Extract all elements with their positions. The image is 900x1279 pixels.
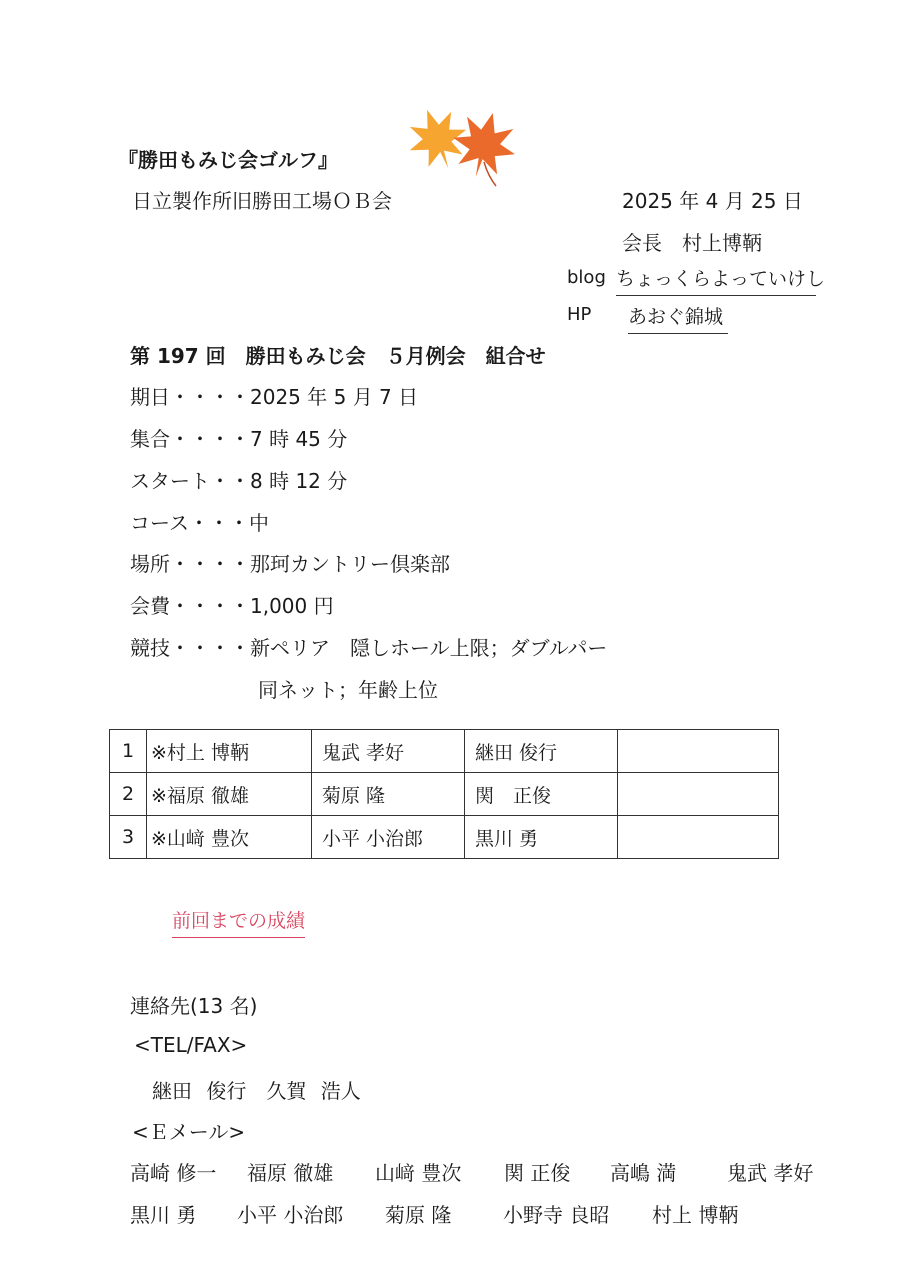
event-competition-cont: 同ネット；年齢上位 [258, 678, 438, 702]
event-fee: 会費・・・・1,000 円 [130, 594, 334, 618]
email-name: 鬼武 孝好 [727, 1161, 814, 1185]
email-name: 村上 博鞆 [652, 1203, 739, 1227]
table-row [110, 730, 779, 773]
event-heading: 第 197 回 勝田もみじ会 ５月例会 組合せ [130, 344, 546, 368]
player-cell [618, 773, 779, 816]
email-name: 小平 小治郎 [237, 1203, 344, 1227]
contacts-title: 連絡先(13 名) [130, 994, 258, 1018]
chairman-name: 会長 村上博鞆 [622, 231, 762, 255]
email-name: 高嶋 満 [610, 1161, 677, 1185]
email-name: 山﨑 豊次 [375, 1161, 462, 1185]
hp-link[interactable]: あおぐ錦城 [628, 302, 728, 334]
player-cell: 鬼武 孝好 [312, 730, 465, 773]
tel-fax-label: <TEL/FAX> [134, 1033, 248, 1057]
email-name: 菊原 隆 [385, 1203, 452, 1227]
player-cell: ※福原 徹雄 [147, 773, 312, 816]
event-meeting-time: 集合・・・・7 時 45 分 [130, 427, 348, 451]
event-date: 期日・・・・2025 年 5 月 7 日 [130, 385, 419, 409]
email-name: 小野寺 良昭 [503, 1203, 610, 1227]
email-name: 黒川 勇 [130, 1203, 197, 1227]
player-cell: 菊原 隆 [312, 773, 465, 816]
event-course: コース・・・中 [130, 511, 269, 535]
maple-leaves-icon [398, 102, 528, 188]
email-label: <Ｅメール> [132, 1120, 246, 1144]
event-venue: 場所・・・・那珂カントリー倶楽部 [130, 552, 450, 576]
player-cell: 小平 小治郎 [312, 816, 465, 859]
table-row [110, 816, 779, 859]
player-cell: ※村上 博鞆 [147, 730, 312, 773]
event-start-time: スタート・・8 時 12 分 [130, 469, 348, 493]
blog-label: blog [567, 267, 606, 288]
document-title: 『勝田もみじ会ゴルフ』 [118, 148, 338, 172]
event-competition: 競技・・・・新ペリア 隠しホール上限；ダブルパー [130, 636, 608, 660]
group-number: 3 [110, 816, 147, 859]
blog-link[interactable]: ちょっくらよっていけし [616, 264, 816, 296]
player-cell: 黒川 勇 [465, 816, 618, 859]
player-cell: 継田 俊行 [465, 730, 618, 773]
player-cell [618, 730, 779, 773]
player-cell: 関 正俊 [465, 773, 618, 816]
issue-date: 2025 年 4 月 25 日 [622, 189, 803, 213]
pairings-table [109, 729, 779, 859]
group-number: 1 [110, 730, 147, 773]
player-cell [618, 816, 779, 859]
previous-results-link[interactable]: 前回までの成績 [172, 906, 305, 938]
table-row [110, 773, 779, 816]
player-cell: ※山﨑 豊次 [147, 816, 312, 859]
email-name: 福原 徹雄 [247, 1161, 334, 1185]
tel-fax-names: 継田 俊行 久賀 浩人 [152, 1079, 361, 1103]
email-name: 関 正俊 [504, 1161, 571, 1185]
email-name: 高崎 修一 [130, 1161, 217, 1185]
group-number: 2 [110, 773, 147, 816]
hp-label: HP [567, 304, 592, 325]
organization-name: 日立製作所旧勝田工場ＯＢ会 [132, 189, 392, 213]
